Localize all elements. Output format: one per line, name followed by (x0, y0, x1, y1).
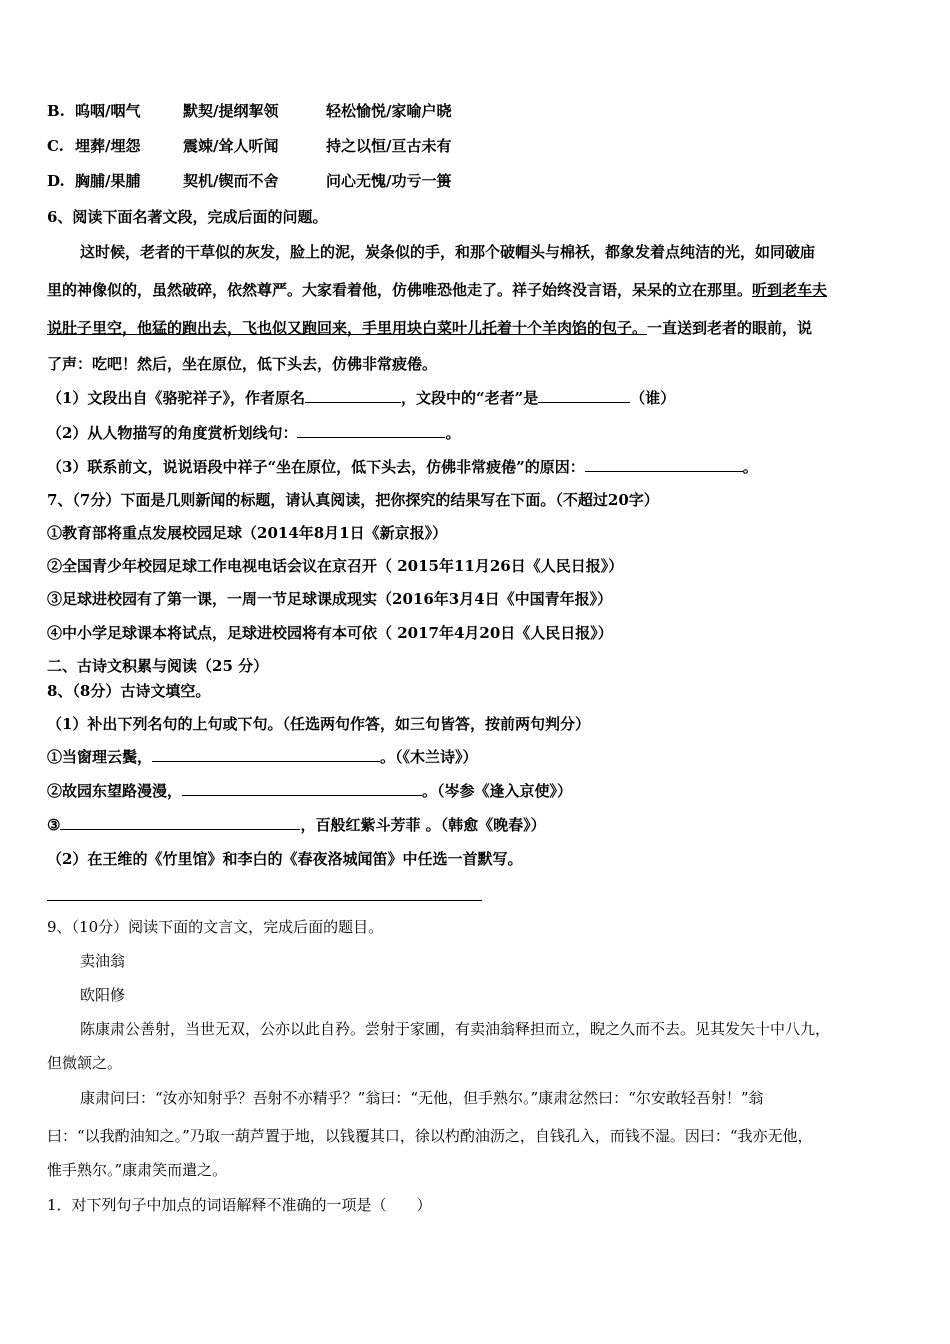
q7-news-item: ④中小学足球课本将试点，足球进校园将有本可依（ 2017年4月20日《人民日报》） (47, 624, 613, 642)
q9-title: 9、（10分）阅读下面的文言文，完成后面的题目。 (47, 918, 384, 936)
q6-sub-1-text: （谁） (630, 389, 676, 407)
q6-sub-1-text: ，文段中的“老者”是 (400, 389, 539, 407)
option-word-c: 轻松愉悦/家喻户晓 (326, 102, 452, 120)
q7-title: 7、（7分）下面是几则新闻的标题，请认真阅读，把你探究的结果写在下面。（不超过20字） (47, 491, 659, 509)
answer-line-poem[interactable] (47, 900, 482, 901)
option-d (47, 171, 451, 191)
section-heading: 二、古诗文积累与阅读（25 分） (47, 657, 269, 675)
q6-sub-3-text: 。 (742, 458, 758, 476)
q6-sub-3 (47, 457, 758, 477)
answer-blank-poem-2[interactable] (182, 781, 422, 796)
q9-paragraph-2-line-1: 康肃问曰：“汝亦知射乎？吾射不亦精乎？”翁曰：“无他，但手熟尔。”康肃忿然曰：“尔安敢轻吾射！”翁 (80, 1089, 764, 1107)
q8-line-text: ①当窗理云鬓， (47, 748, 153, 766)
option-label: C. (47, 137, 64, 155)
q7-news-item: ③足球进校园有了第一课，一周一节足球课成现实（2016年3月4日《中国青年报》） (47, 590, 613, 608)
q8-line-text: 。（《木兰诗》） (380, 748, 478, 766)
q9-paragraph-1-line-1: 陈康肃公善射，当世无双，公亦以此自矜。尝射于家圃，有卖油翁释担而立，睨之久而不去。见其发矢十中八九， (80, 1020, 831, 1038)
q7-news-item: ①教育部将重点发展校园足球（2014年8月1日《新京报》） (47, 524, 448, 542)
option-word-a: 呜咽/咽气 (75, 102, 141, 120)
q7-news-item: ②全国青少年校园足球工作电视电话会议在京召开（ 2015年11月26日《人民日报》） (47, 557, 624, 575)
q8-title: 8、（8分）古诗文填空。 (47, 682, 211, 700)
q9-author: 欧阳修 (80, 986, 126, 1004)
q6-sub-1-text: （1）文段出自《骆驼祥子》，作者原名 (47, 389, 305, 407)
q6-sub-2 (47, 423, 460, 443)
answer-blank-author[interactable] (305, 388, 401, 403)
q8-line-3 (47, 815, 546, 835)
q9-text-title: 卖油翁 (80, 952, 126, 970)
q6-sub-2-text: （2）从人物描写的角度赏析划线句： (47, 424, 298, 442)
q8-sub-1: （1）补出下列名句的上句或下句。（任选两句作答，如三句皆答，按前两句判分） (47, 715, 590, 733)
q6-sub-1 (47, 388, 675, 408)
q6-sub-3-text: （3）联系前文，说说语段中祥子“坐在原位，低下头去，仿佛非常疲倦”的原因： (47, 458, 585, 476)
option-word-b: 震竦/耸人听闻 (183, 137, 279, 155)
answer-blank-poem-1[interactable] (152, 747, 380, 762)
q6-passage-text: 里的神像似的，虽然破碎，依然尊严。大家看着他，仿佛唯恐他走了。祥子始终没言语，呆呆的立在那里。 (47, 281, 753, 299)
q8-line-text: 。（岑参《逢入京使》） (422, 782, 573, 800)
q6-underlined-sentence: 说肚子里空，他猛的跑出去，飞也似又跑回来，手里用块白菜叶儿托着十个羊肉馅的包子。 (47, 319, 648, 337)
q6-sub-2-text: 。 (445, 424, 461, 442)
option-word-c: 持之以恒/亘古未有 (326, 137, 452, 155)
q6-passage-line-4: 了声：吃吧！然后，坐在原位，低下头去，仿佛非常疲倦。 (47, 355, 438, 373)
option-word-b: 默契/提纲挈领 (183, 102, 279, 120)
q8-line-text: ②故园东望路漫漫， (47, 782, 183, 800)
q8-line-text: ③ (47, 816, 61, 834)
q6-passage-line-3 (47, 318, 812, 338)
option-word-a: 埋葬/埋怨 (75, 137, 141, 155)
answer-blank-elder[interactable] (538, 388, 630, 403)
q6-passage-line-1: 这时候，老者的干草似的灰发，脸上的泥，炭条似的手，和那个破帽头与棉袄，都象发着点纯洁的光，如同破庙 (80, 243, 816, 261)
option-label: D. (47, 172, 65, 190)
q6-underlined-sentence: 听到老车夫 (752, 281, 828, 299)
answer-blank-analysis[interactable] (297, 423, 445, 438)
q6-passage-text: 一直送到老者的眼前，说 (647, 319, 813, 337)
option-b (47, 101, 451, 121)
q9-paragraph-1-line-2: 但微颔之。 (47, 1054, 123, 1072)
q6-title: 6、阅读下面名著文段，完成后面的问题。 (47, 208, 328, 226)
q6-passage-line-2 (47, 280, 827, 300)
q8-line-text: ，百般红紫斗芳菲 。（韩愈《晚春》） (300, 816, 546, 834)
answer-blank-poem-3[interactable] (60, 815, 300, 830)
answer-blank-reason[interactable] (585, 457, 743, 472)
q8-line-2 (47, 781, 572, 801)
q9-sub-1: 1．对下列句子中加点的词语解释不准确的一项是（ ） (47, 1196, 432, 1214)
option-word-c: 问心无愧/功亏一篑 (326, 172, 452, 190)
option-label: B. (47, 102, 65, 120)
q8-line-1 (47, 747, 478, 767)
option-word-b: 契机/锲而不舍 (183, 172, 279, 190)
q9-paragraph-2-line-3: 惟手熟尔。”康肃笑而遣之。 (47, 1161, 228, 1179)
q9-paragraph-2-line-2: 曰：“以我酌油知之。”乃取一葫芦置于地，以钱覆其口，徐以杓酌油沥之，自钱孔入，而钱不湿。因曰：“我亦无他， (47, 1127, 813, 1145)
option-c (47, 136, 451, 156)
option-word-a: 胸脯/果脯 (75, 172, 141, 190)
q8-sub-2: （2）在王维的《竹里馆》和李白的《春夜洛城闻笛》中任选一首默写。 (47, 850, 523, 868)
